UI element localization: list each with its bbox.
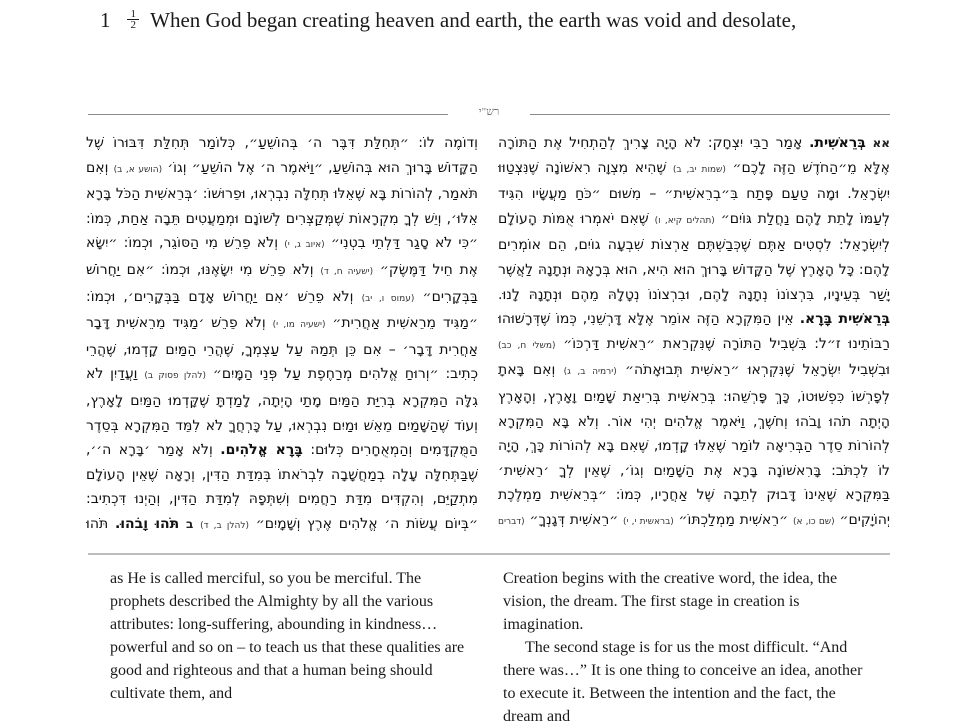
source-reference: (הושע א, ב) [113,164,163,175]
rashi-text: אֵין הַמִּקְרָא הַזֶּה אוֹמֵר אֶלָּא דָּרְשֵׁנִי, כְּמוֹ שֶׁדְּרָשׁוּהוּ רַבּוֹתֵינוּ ז״ל: בִּשְׁבִיל הַתּוֹרָה שֶׁנִּקְרֵאת ״רֵאשִׁית דַּרְכּוֹ״ [498,311,890,352]
commentary-english-left [110,567,478,705]
source-reference: (בראשית י, י) [623,516,674,527]
rashi-text: וְלֹא אָמַר ׳בָּרָא ה׳׳, שֶׁבַּתְּחִלָּה עָלָה בְמַחֲשָׁבָה לִבְרֹאתוֹ בְּמִדַּת הַדִּין, וְרָאָה שֶׁאֵין הָעוֹלָם מִתְקַיֵּם, וְהִקְדִּים מִדַּת רַחֲמִים וְשִׁתְּפָהּ לְמִדַּת הַדִּין, וְהַיְנוּ דִּכְתִיב: ״בְּיוֹם עֲשׂוֹת ה׳ אֱלֹהִים אֶרֶץ וְשָׁמָיִם״ [86,442,478,531]
verse-text: When God began creating heaven and earth, the earth was void and desolate, [150,8,797,32]
rashi-text: וְלֹא פֵרֵשׁ ׳אִם יַחֲרוֹשׁ אָדָם בַּבְּקָרִים׳, וּכְמוֹ: ״מַגִּיד מֵרֵאשִׁית אַחֲרִית״ [86,288,478,332]
rashi-text: תֹּהוּ [86,515,109,531]
header-rule-left [88,114,448,115]
verse-line [100,6,920,34]
commentary-english-right [503,567,871,728]
english-paragraph: Creation begins with the creative word, the idea, the vision, the dream. The first stage in creation is imagination. [503,570,838,633]
chapter-number: 1 [100,8,111,32]
verse-number: א [872,136,882,150]
commentary-title: רש"י [478,106,500,118]
rashi-lead-word: בְּרֵאשִׁית. [809,135,866,151]
rashi-column-right [498,131,890,531]
source-reference: (שם כו, א) [792,516,835,527]
source-reference: (עמוס ו, יב) [361,293,415,304]
rashi-text: וְאִם תֹּאמַר, לְהוֹרוֹת בָּא שֶׁאֵלּוּ תְּחִלָּה נִבְרְאוּ, וּפֵרוּשׁוֹ: ׳בְּרֵאשִׁית הַכֹּל בָּרָא אֵלּוּ׳, וְיֵשׁ לְךָ מִקְרָאוֹת שֶׁמְּקַצְּרִים לְשׁוֹנָם וּמְמַעֲטִים תֵּבָה אַחַת, כְּמוֹ: ״כִּי לֹא סָגַר דַּלְתֵי בִטְנִי״ [86,159,478,252]
verse-fraction [127,9,139,30]
source-reference: (משלי ח, כב) [498,340,556,351]
english-paragraph: as He is called merciful, so you be merciful. The prophets described the Almighty by all the various attributes: long-suffering, abounding in kindness…powerful and so on – to teach us that these qualities are good and righteous and that a human being should cultivate them, and [110,570,465,702]
fraction-numerator: 1 [127,9,139,20]
fraction-denominator: 2 [130,18,136,31]
header-rule-right [530,114,890,115]
verse-marker: א [881,136,890,150]
verse-number: ב [185,516,194,531]
rashi-text: וְלֹא פֵרֵשׁ מִי יִשָּׂאֶנּוּ, וּכְמוֹ: ״אִם יַחֲרוֹשׁ בַּבְּקָרִים״ [86,261,478,305]
source-reference: (ישעיה ח, ד) [320,266,374,277]
source-reference: (להלן פסוק ב) [144,371,206,382]
rashi-text: אָמַר רַבִּי יִצְחָק: לֹא הָיָה צָרִיךְ לְהַתְחִיל אֶת הַתּוֹרָה אֶלָּא מֵ״הַחֹדֶשׁ הַזֶּה לָכֶם״ [498,135,890,176]
source-reference: (ירמיה ב, ג) [563,367,617,378]
english-paragraph: The second stage is for us the most difficult. “And there was…” It is one thing to conceive an idea, another to execute it. Between the intention and the fact, the dream and [503,639,863,725]
source-reference: (להלן ב, ד) [200,520,249,531]
rashi-text: וְלֹא פֵרֵשׁ ׳מַגִּיד מֵרֵאשִׁית דָּבָר אַחֲרִית דָּבָר׳ – אִם כֵּן תְּמַהּ עַל עַצְמְךָ, שֶׁהֲרֵי הַמַּיִם קָדְמוּ, שֶׁהֲרֵי כְתִיב: ״וְרוּחַ אֱלֹהִים מְרַחֶפֶת עַל פְּנֵי הַמָּיִם״ [86,315,478,383]
source-reference: (איוב ג, י) [284,240,325,251]
section-divider [88,553,890,555]
source-reference: (דברים [498,516,525,527]
source-reference: (ישעיה מו, י) [272,320,326,331]
rashi-text: וְלֹא פֵרֵשׁ מִי הַסּוֹגֵר, וּכְמוֹ: ״יִשָּׂא אֶת חֵיל דַּמֶּשֶׂק״ [86,235,478,278]
source-reference: (שמות יב, ב) [672,164,726,175]
source-reference: (תהלים קיא, ו) [654,215,715,226]
rashi-column-left [86,131,478,531]
rashi-text: וּבִשְׁבִיל יִשְׂרָאֵל שֶׁנִּקְרְאוּ ״רֵאשִׁית תְּבוּאָתֹה״ [624,362,890,379]
rashi-text: וְאִם בָּאתָ לְפָרְשׁוֹ כִּפְשׁוּטוֹ, כָּךְ פָּרְשֵׁהוּ: בְּרֵאשִׁית בְּרִיאַת שָׁמַיִם וָאָרֶץ, וְהָאָרֶץ הָיְתָה תֹהוּ וָבֹהוּ וְחֹשֶׁךְ, וַיֹּאמֶר אֱלֹהִים יְהִי אוֹר. וְלֹא בָּא הַמִּקְרָא לְהוֹרוֹת סֵדֶר הַבְּרִיאָה לוֹמַר שֶׁאֵלּוּ קָדְמוּ, שֶׁאִם בָּא לְהוֹרוֹת כָּךְ, הָיָה לוֹ לִכְתֹּב: בָּרִאשׁוֹנָה בָּרָא אֶת הַשָּׁמַיִם וְגוֹ׳, שֶׁאֵין לְךָ ׳רֵאשִׁית׳ בַּמִּקְרָא שֶׁאֵינוֹ דָּבוּק לְתֵבָה שֶׁל אַחֲרָיו, כְּמוֹ: ״בְּרֵאשִׁית מַמְלֶכֶת יְהוֹיָקִים״ [498,362,890,528]
rashi-text: וַעֲדַיִן לֹא גִלָּה הַמִּקְרָא בְּרִיַּת הַמַּיִם מָתַי הָיְתָה, לָמַדְתָּ שֶׁקָּדְמוּ הַמַּיִם לָאָרֶץ, וְעוֹד שֶׁהַשָּׁמַיִם מֵאֵשׁ וּמַיִם נִבְרְאוּ, עַל כָּרְחֲךָ לֹא לִמֵּד הַמִּקְרָא בְּסֵדֶר הַמֻּקְדָּמִים וְהַמְאֻחָרִים כְּלוּם: [86,366,478,459]
rashi-lead-word: בְּרֵאשִׁית בָּרָא. [799,311,890,328]
rashi-text: שֶׁאִם יֹאמְרוּ אֻמּוֹת הָעוֹלָם לְיִשְׂרָאֵל: לִסְטִים אַתֶּם שֶׁכְּבַשְׁתֶּם אַרְצוֹת שִׁבְעָה גוֹיִם, הֵם אוֹמְרִים לָהֶם: כָּל הָאָרֶץ שֶׁל הַקָּדוֹשׁ בָּרוּךְ הוּא הִיא, הוּא בְּרָאָהּ וּנְתָנָהּ לַאֲשֶׁר יָשַׁר בְּעֵינָיו, בִּרְצוֹנוֹ נְתָנָהּ לָהֶם, וּבִרְצוֹנוֹ נְטָלָהּ מֵהֶם וּנְתָנָהּ לָנוּ. [498,210,890,303]
rashi-lead-word: תֹּהוּ וָבֹהוּ. [114,515,180,531]
rashi-lead-word: בָּרָא אֱלֹהִים. [220,442,303,459]
rashi-text: ״רֵאשִׁית מַמְלַכְתּוֹ״ [678,511,789,528]
commentary-header [88,106,890,122]
rashi-text: וְדוֹמֶה לוֹ: ״תְּחִלַּת דִּבֶּר ה׳ בְּהוֹשֵׁעַ״, כְּלוֹמַר תְּחִלַּת דִּבּוּרוֹ שֶׁל הַקָּדוֹשׁ בָּרוּךְ הוּא בְּהוֹשֵׁעַ, ״וַיֹּאמֶר ה׳ אֶל הוֹשֵׁעַ״ וְגוֹ׳ [86,135,478,176]
rashi-text: שֶׁהִיא מִצְוָה רִאשׁוֹנָה שֶׁנִּצְטַוּוּ יִשְׂרָאֵל. וּמָה טַעַם פָּתַח בִּ״בְרֵאשִׁית״ – מִשּׁוּם ״כֹּחַ מַעֲשָׂיו הִגִּיד לְעַמּוֹ לָתֵת לָהֶם נַחֲלַת גּוֹיִם״ [498,159,890,227]
rashi-text: ״רֵאשִׁית דְּגָנְךָ״ [529,511,619,528]
